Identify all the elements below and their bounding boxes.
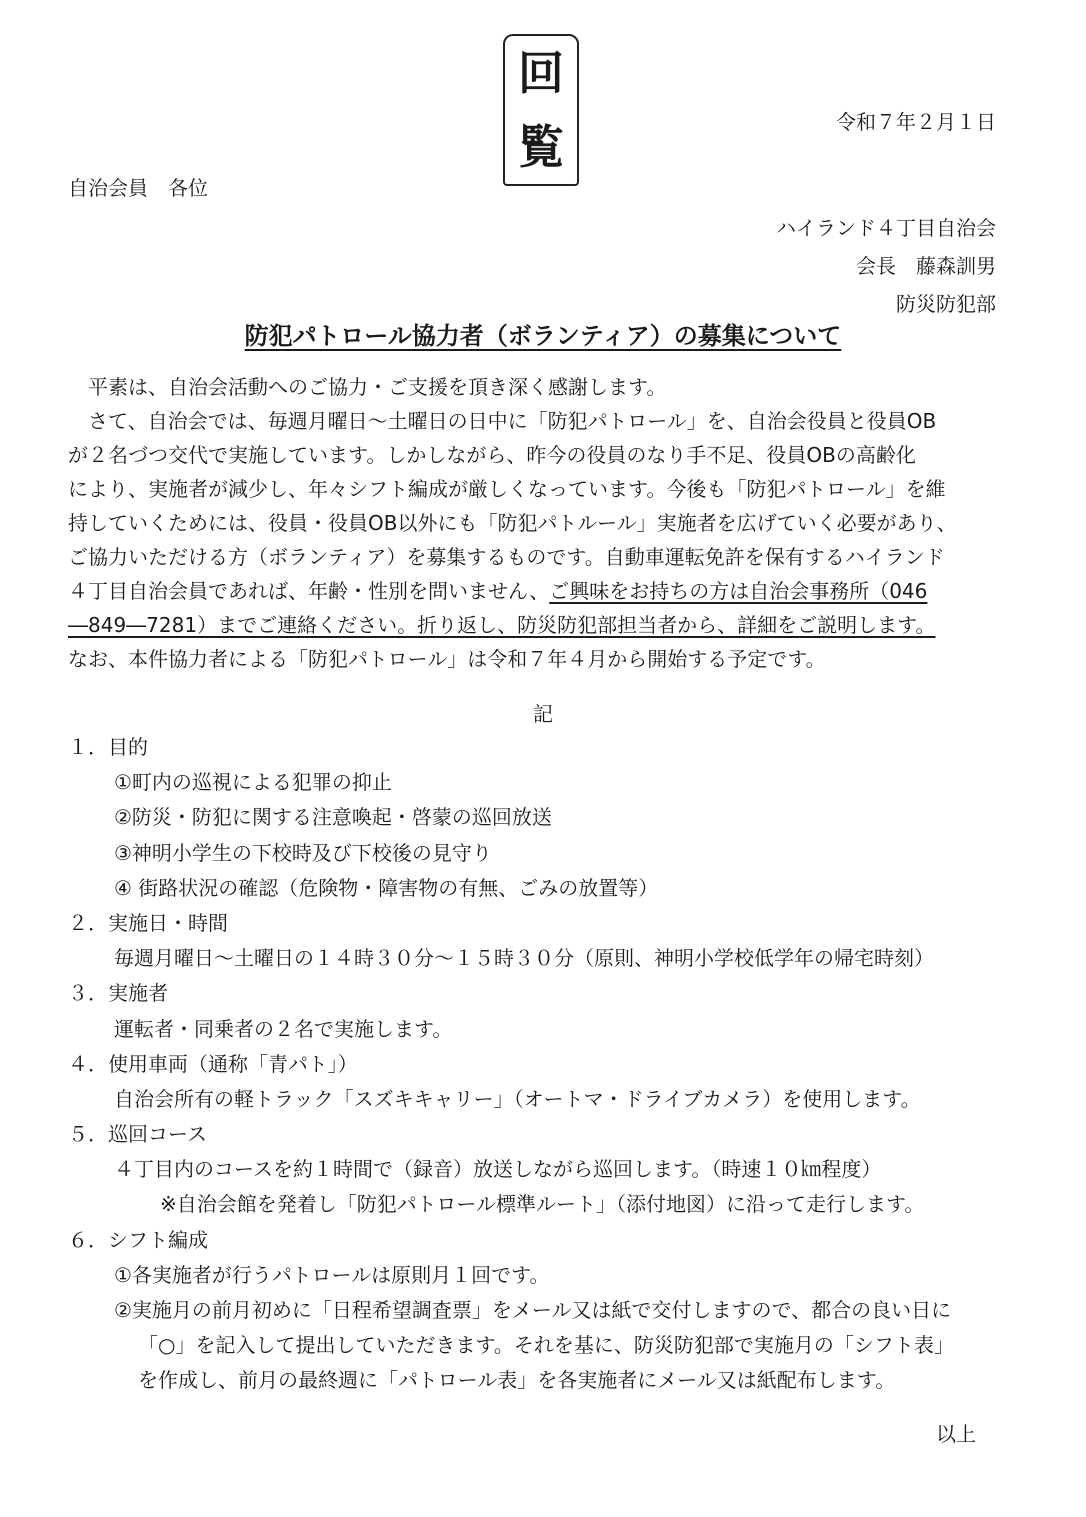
contact-instructions: ―849―7281）までご連絡ください。折り返し、防災防犯部担当者から、詳細をご説明します。	[68, 613, 936, 637]
list-item: 毎週月曜日～土曜日の１４時３０分～１５時３０分（原則、神明小学校低学年の帰宅時刻）	[114, 946, 934, 971]
list-item: ③神明小学生の下校時及び下校後の見守り	[114, 840, 492, 865]
sender-dept: 防災防犯部	[896, 292, 996, 316]
list-item: 「○」を記入して提出していただきます。それを基に、防災防犯部で実施月の「シフト表」	[138, 1333, 954, 1358]
body-line: により、実施者が減少し、年々シフト編成が厳しくなっています。今後も「防犯パトロール」を維	[68, 477, 946, 501]
list-item: を作成し、前月の最終週に「パトロール表」を各実施者にメール又は紙配布します。	[138, 1368, 896, 1393]
body-line: ご協力いただける方（ボランティア）を募集するものです。自動車運転免許を保有するハイランド	[68, 545, 945, 569]
stamp-char-2: 覧	[518, 120, 564, 174]
sender-chair: 会長 藤森訓男	[856, 254, 996, 278]
section-heading: ３．実施者	[68, 981, 168, 1006]
sender-org: ハイランド４丁目自治会	[776, 216, 996, 240]
body-line: 持していくためには、役員・役員OB以外にも「防犯パトルール」実施者を広げていく必要があり、	[68, 511, 957, 535]
body-text	[68, 370, 1023, 676]
contact-phone-text: ご興味をお持ちの方は自治会事務所（046	[549, 579, 928, 603]
list-item: ②実施月の前月初めに「日程希望調査票」をメール又は紙で交付しますので、都合の良い日に	[114, 1298, 952, 1322]
details-list	[68, 730, 1038, 1399]
list-item: ※自治会館を発着し「防犯パトロール標準ルート」（添付地図）に沿って走行します。	[160, 1192, 925, 1217]
list-item: ①各実施者が行うパトロールは原則月１回です。	[114, 1262, 550, 1287]
list-item: 自治会所有の軽トラック「スズキキャリー」（オートマ・ドライブカメラ）を使用します。	[114, 1086, 921, 1111]
body-line	[68, 574, 1023, 608]
section-heading: ４．使用車両（通称「青パト」）	[68, 1051, 358, 1076]
issue-date: 令和７年２月１日	[836, 110, 996, 134]
body-line: さて、自治会では、毎週月曜日～土曜日の日中に「防犯パトロール」を、自治会役員と役員OB	[68, 409, 937, 433]
circulation-stamp	[503, 34, 579, 186]
section-heading: ６．シフト編成	[68, 1227, 208, 1252]
list-item: ４丁目内のコースを約１時間で（録音）放送しながら巡回します。（時速１０㎞程度）	[114, 1157, 882, 1182]
list-item: ④ 街路状況の確認（危険物・障害物の有無、ごみの放置等）	[114, 875, 659, 900]
document-title: 防犯パトロール協力者（ボランティア）の募集について	[244, 322, 842, 350]
closing-text: 以上	[936, 1422, 976, 1446]
stamp-char-1: 回	[518, 46, 564, 100]
body-line: 平素は、自治会活動へのご協力・ご支援を頂き深く感謝します。	[68, 375, 667, 399]
body-text-segment: ４丁目自治会員であれば、年齢・性別を問いません、	[68, 579, 550, 603]
body-line: が２名づつ交代で実施しています。しかしながら、昨今の役員のなり手不足、役員OBの高齢化	[68, 443, 916, 467]
section-heading: ２．実施日・時間	[68, 910, 228, 935]
body-line: なお、本件協力者による「防犯パトロール」は令和７年４月から開始する予定です。	[68, 647, 826, 671]
addressee: 自治会員 各位	[68, 176, 208, 200]
section-heading: ５．巡回コース	[68, 1122, 207, 1147]
section-heading: １．目的	[68, 735, 148, 759]
list-item: ②防災・防犯に関する注意喚起・啓蒙の巡回放送	[114, 805, 552, 830]
ki-marker: 記	[533, 702, 553, 726]
list-item: 運転者・同乗者の２名で実施します。	[114, 1016, 453, 1041]
list-item: ①町内の巡視による犯罪の抑止	[114, 770, 392, 795]
